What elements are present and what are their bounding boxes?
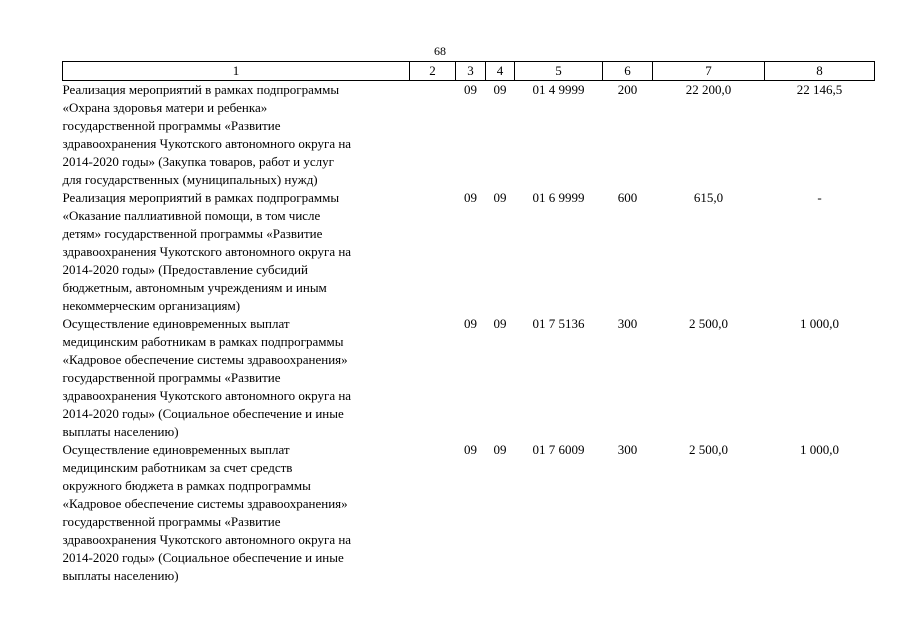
description-line: «Охрана здоровья матери и ребенка»	[62, 100, 268, 115]
table-row	[63, 441, 875, 585]
budget-table	[62, 61, 875, 585]
description-line: «Кадровое обеспечение системы здравоохранения»	[62, 352, 348, 367]
description-line: выплаты населению)	[62, 568, 179, 583]
description-line: государственной программы «Развитие	[62, 118, 281, 133]
description-line: Осуществление единовременных выплат	[62, 442, 290, 457]
description-line: Реализация мероприятий в рамках подпрограммы	[62, 190, 340, 205]
column-header-5: 5	[515, 62, 603, 81]
description-line: 2014-2020 годы» (Социальное обеспечение и иные	[62, 550, 344, 565]
column-header-8: 8	[765, 62, 875, 81]
description-line: детям» государственной программы «Развитие	[62, 226, 323, 241]
description-line: здравоохранения Чукотского автономного округа на	[62, 388, 352, 403]
cell-target-article: 01 4 9999	[532, 82, 585, 97]
description-line: медицинским работникам в рамках подпрограммы	[62, 334, 344, 349]
column-header-4: 4	[486, 62, 515, 81]
description-line: бюджетным, автономным учреждениям и иным	[62, 280, 327, 295]
row-description	[63, 315, 410, 441]
cell-subsection: 09	[493, 82, 507, 97]
description-line: выплаты населению)	[62, 424, 179, 439]
cell-expense-type: 200	[617, 82, 638, 97]
table-row	[63, 189, 875, 315]
description-line: Реализация мероприятий в рамках подпрограммы	[62, 82, 340, 97]
cell-subsection: 09	[493, 442, 507, 457]
description-line: окружного бюджета в рамках подпрограммы	[62, 478, 311, 493]
cell-subsection: 09	[493, 316, 507, 331]
cell-actual-amount: 1 000,0	[800, 316, 839, 331]
column-number-row	[63, 62, 875, 81]
description-line: здравоохранения Чукотского автономного округа на	[62, 244, 352, 259]
cell-section: 09	[464, 442, 477, 457]
cell-section: 09	[464, 316, 477, 331]
description-line: для государственных (муниципальных) нужд)	[62, 172, 318, 187]
row-description	[63, 81, 410, 190]
description-line: «Оказание паллиативной помощи, в том числе	[62, 208, 321, 223]
cell-actual-amount: -	[817, 190, 822, 205]
column-header-6: 6	[603, 62, 653, 81]
cell-planned-amount: 22 200,0	[685, 82, 732, 97]
table-row	[63, 81, 875, 190]
cell-subsection: 09	[493, 190, 507, 205]
cell-target-article: 01 7 5136	[532, 316, 585, 331]
description-line: государственной программы «Развитие	[62, 514, 281, 529]
column-header-1: 1	[63, 62, 410, 81]
description-line: 2014-2020 годы» (Социальное обеспечение и иные	[62, 406, 344, 421]
cell-target-article: 01 7 6009	[532, 442, 585, 457]
column-header-2: 2	[410, 62, 456, 81]
column-header-7: 7	[653, 62, 765, 81]
cell-col2	[410, 189, 456, 315]
cell-section: 09	[464, 82, 477, 97]
column-header-3: 3	[456, 62, 486, 81]
description-line: 2014-2020 годы» (Предоставление субсидий	[62, 262, 308, 277]
row-description	[63, 441, 410, 585]
description-line: некоммерческим организациям)	[62, 298, 241, 313]
cell-col2	[410, 81, 456, 190]
page-number: 68	[434, 44, 446, 58]
description-line: здравоохранения Чукотского автономного округа на	[62, 136, 352, 151]
cell-planned-amount: 2 500,0	[689, 316, 728, 331]
cell-planned-amount: 615,0	[693, 190, 724, 205]
cell-col2	[410, 441, 456, 585]
cell-expense-type: 300	[617, 442, 638, 457]
description-line: медицинским работникам за счет средств	[62, 460, 293, 475]
description-line: здравоохранения Чукотского автономного округа на	[62, 532, 352, 547]
cell-expense-type: 600	[617, 190, 638, 205]
cell-expense-type: 300	[617, 316, 638, 331]
description-line: 2014-2020 годы» (Закупка товаров, работ и услуг	[62, 154, 334, 169]
cell-section: 09	[464, 190, 477, 205]
description-line: «Кадровое обеспечение системы здравоохранения»	[62, 496, 348, 511]
row-description	[63, 189, 410, 315]
description-line: Осуществление единовременных выплат	[62, 316, 290, 331]
cell-col2	[410, 315, 456, 441]
cell-planned-amount: 2 500,0	[689, 442, 728, 457]
cell-actual-amount: 1 000,0	[800, 442, 839, 457]
cell-target-article: 01 6 9999	[532, 190, 585, 205]
description-line: государственной программы «Развитие	[62, 370, 281, 385]
cell-actual-amount: 22 146,5	[796, 82, 843, 97]
table-row	[63, 315, 875, 441]
